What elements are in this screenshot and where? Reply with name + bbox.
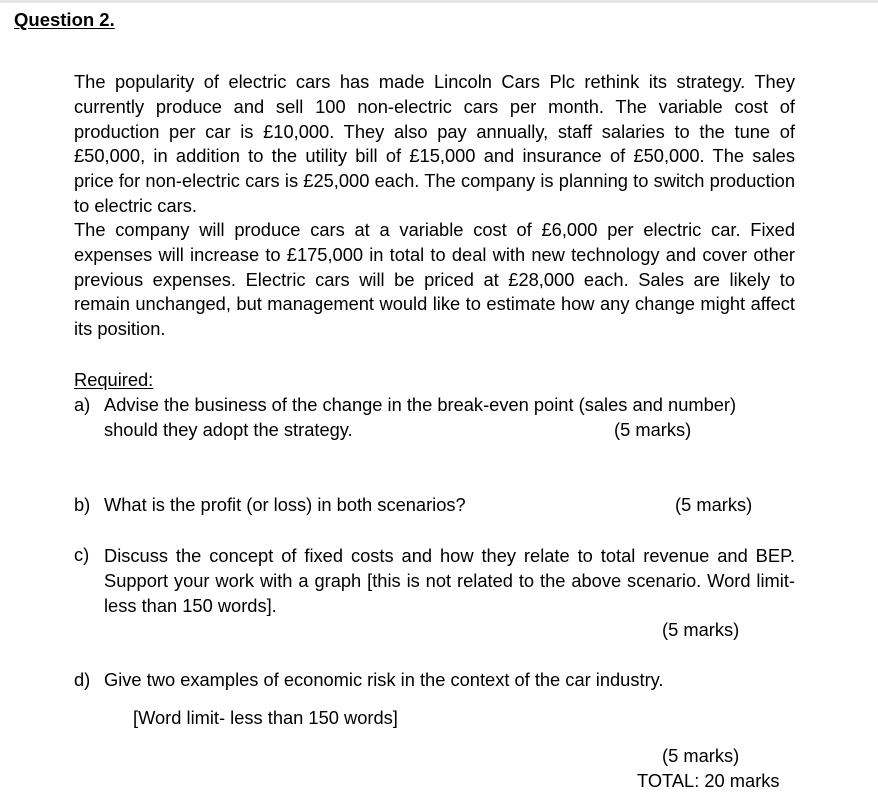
- question-a-marks: (5 marks): [614, 419, 692, 440]
- question-d-word-limit: [Word limit- less than 150 words]: [133, 707, 398, 728]
- required-label: Required:: [74, 369, 154, 390]
- question-d-letter: d): [74, 669, 91, 690]
- question-b-letter: b): [74, 494, 91, 515]
- question-c-letter: c): [74, 544, 90, 565]
- scenario-paragraph-2: The company will produce cars at a variable cost of £6,000 per electric car. Fixed expenses will increase to £175,000 in total to deal with new technology and cover other previous expenses. Electric cars will be priced at £28,000 each. Sales are likely to remain unchanged, but management would like to estimate how any change might affect its position.: [74, 219, 795, 340]
- question-a-letter: a): [74, 394, 91, 415]
- question-b-text: What is the profit (or loss) in both scenarios?: [104, 494, 466, 515]
- top-divider: [0, 0, 878, 3]
- question-d-marks: (5 marks): [662, 745, 740, 766]
- question-c-marks: (5 marks): [662, 619, 740, 640]
- question-a-text-line-2: should they adopt the strategy.: [104, 419, 353, 440]
- question-title: Question 2.: [14, 9, 115, 30]
- question-d-text: Give two examples of economic risk in the context of the car industry.: [104, 669, 664, 690]
- question-b-marks: (5 marks): [675, 494, 753, 515]
- question-c-text: Discuss the concept of fixed costs and how they relate to total revenue and BEP. Support your work with a graph [this is not related to the above scenario. Word limit- less than 150 words].: [104, 545, 795, 616]
- scenario-paragraph-1: The popularity of electric cars has made Lincoln Cars Plc rethink its strategy. They currently produce and sell 100 non-electric cars per month. The variable cost of production per car is £10,000. They also pay annually, staff salaries to the tune of £50,000, in addition to the utility bill of £15,000 and insurance of £50,000. The sales price for non-electric cars is £25,000 each. The company is planning to switch production to electric cars.: [74, 71, 795, 216]
- question-a-text-line-1: Advise the business of the change in the break-even point (sales and number): [104, 394, 737, 415]
- total-marks: TOTAL: 20 marks: [637, 770, 780, 791]
